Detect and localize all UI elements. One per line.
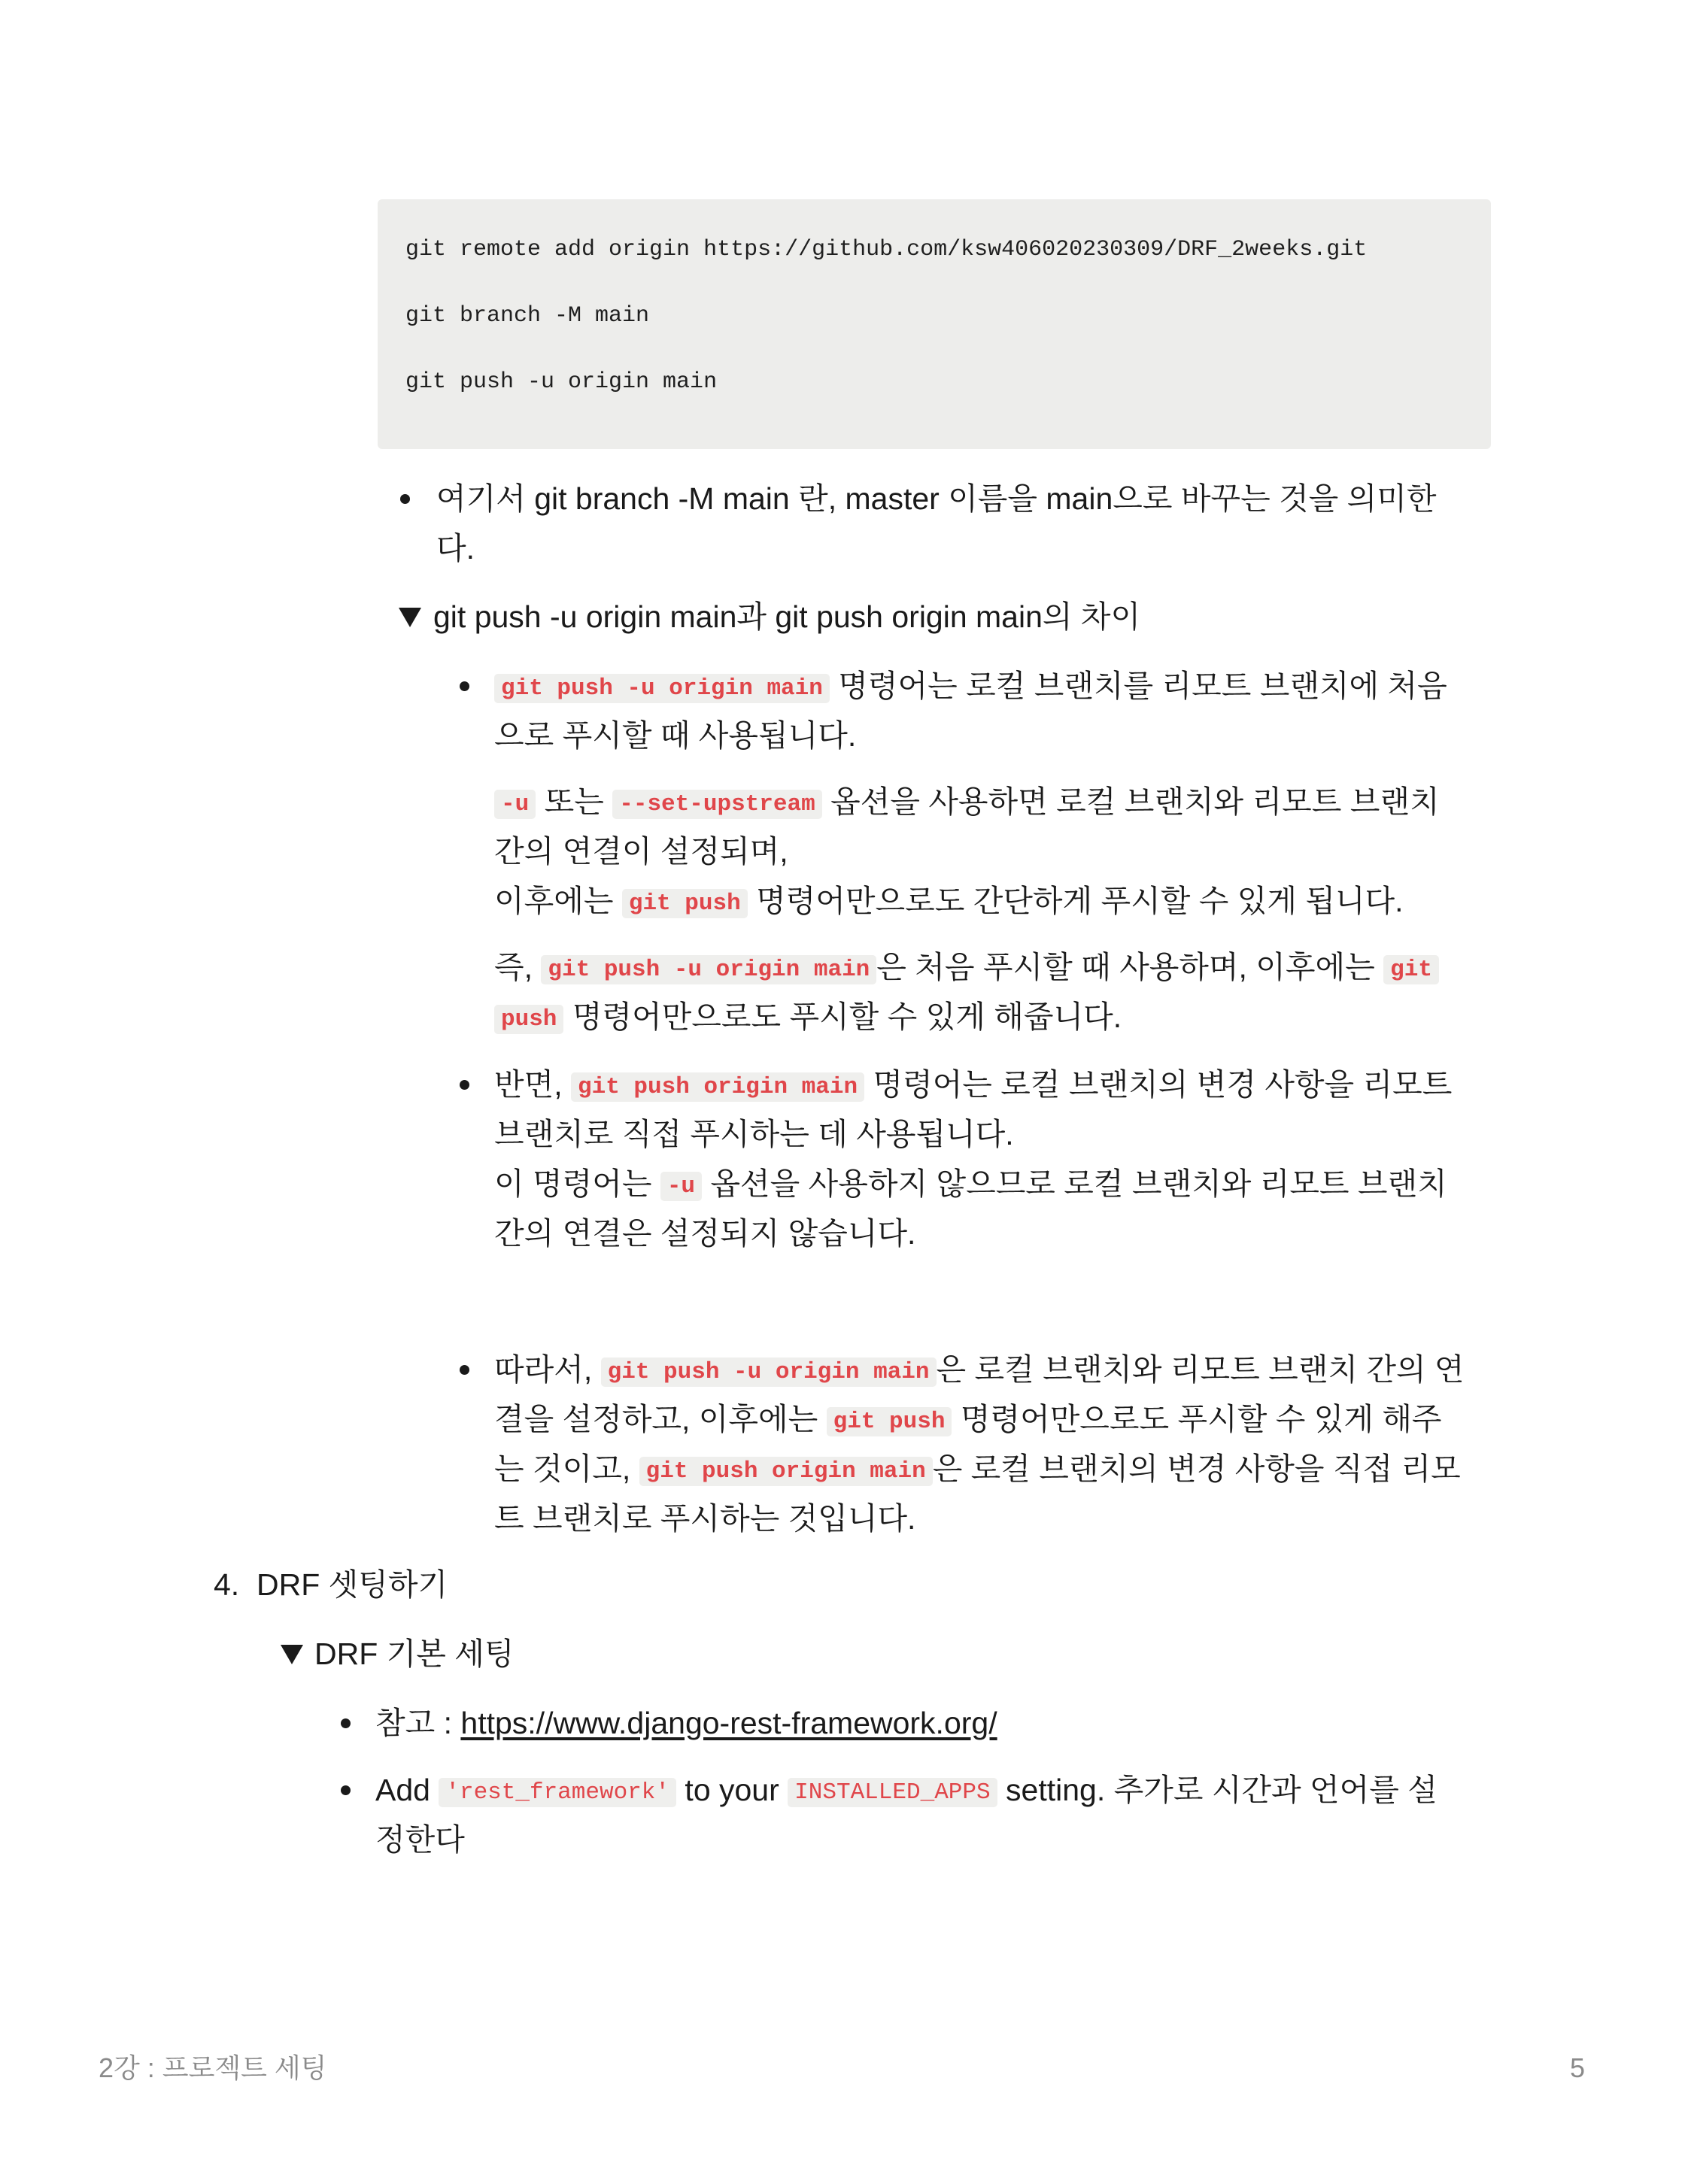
bullet-dot [460,1080,469,1090]
inline-code: git push -u origin main [601,1357,937,1387]
footer-title: 2강 : 프로젝트 세팅 [99,2052,327,2083]
list-item-text: 으로 푸시할 때 사용됩니다. [494,718,857,753]
inline-code: -u [660,1172,702,1201]
toggle-title[interactable]: git push -u origin main과 git push origin main의 차이 [433,599,1141,634]
code-line: git remote add origin https://github.com/ksw406020230309/DRF_2weeks.git [405,237,1368,262]
inline-code: git [1383,955,1439,984]
section-number: 4. [214,1567,240,1602]
bullet-dot [400,494,410,504]
inline-code: git push -u origin main [494,674,830,703]
list-item-text: 다. [436,531,475,566]
list-item-text: 결을 설정하고, 이후에는 git push 명령어만으로도 푸시할 수 있게 해주 [494,1402,1442,1436]
list-item-text: 는 것이고, git push origin main 은 로컬 브랜치의 변경 사항을 직접 리모 [494,1451,1461,1486]
section-title: DRF 셋팅하기 [257,1567,448,1602]
toggle-title[interactable]: DRF 기본 세팅 [314,1636,515,1671]
list-item-text: 브랜치로 직접 푸시하는 데 사용됩니다. [494,1117,1014,1151]
inline-code: git push [622,889,748,918]
page-number: 5 [1570,2052,1586,2083]
inline-code: git push [827,1407,952,1436]
inline-code: git push origin main [639,1457,933,1486]
inline-code: INSTALLED_APPS [788,1778,997,1807]
toggle-triangle-icon[interactable] [399,608,421,627]
bullet-dot [341,1785,351,1795]
list-item-text: 따라서, git push -u origin main 은 로컬 브랜치와 리모트 브랜치 간의 연 [494,1352,1465,1387]
paragraph-line: push 명령어만으로도 푸시할 수 있게 해줍니다. [494,992,1122,1045]
inline-code: 'rest_framework' [439,1778,676,1807]
list-item-text: 간의 연결은 설정되지 않습니다. [494,1216,916,1251]
inline-code: --set-upstream [612,790,821,819]
paragraph-line: -u 또는 --set-upstream 옵션을 사용하면 로컬 브랜치와 리모트 브랜치 [494,777,1440,830]
list-item-text: git push -u origin main 명령어는 로컬 브랜치를 리모트 브랜치에 처음 [494,661,1447,714]
list-item-text: 참고 : https://www.django-rest-framework.org/ [375,1706,997,1740]
list-item-text: Add 'rest_framework' to your INSTALLED_APPS setting. 추가로 시간과 언어를 설 [375,1773,1438,1807]
paragraph-line: 간의 연결이 설정되며, [494,834,788,869]
list-item-text: 정한다 [375,1822,465,1857]
inline-code: git push origin main [571,1072,864,1102]
bullet-dot [341,1718,351,1728]
inline-code: git push -u origin main [541,955,876,984]
list-item-text: 트 브랜치로 푸시하는 것입니다. [494,1501,916,1536]
reference-link[interactable]: https://www.django-rest-framework.org/ [460,1706,997,1740]
code-line: git push -u origin main [405,369,718,395]
paragraph-line: 즉, git push -u origin main 은 처음 푸시할 때 사용하며, 이후에는 git [494,942,1439,995]
bullet-dot [460,681,469,691]
code-block [378,199,1491,449]
inline-code: -u [494,790,536,819]
toggle-triangle-icon[interactable] [281,1645,303,1664]
inline-code: push [494,1005,563,1034]
paragraph-line: 이후에는 git push 명령어만으로도 간단하게 푸시할 수 있게 됩니다. [494,884,1404,918]
bullet-dot [460,1365,469,1375]
code-line: git branch -M main [405,303,650,329]
list-item-text: 반면, git push origin main 명령어는 로컬 브랜치의 변경 사항을 리모트 [494,1067,1453,1102]
list-item-text: 이 명령어는 -u 옵션을 사용하지 않으므로 로컬 브랜치와 리모트 브랜치 [494,1166,1447,1201]
list-item-text: 여기서 git branch -M main 란, master 이름을 main으로 바꾸는 것을 의미한 [436,481,1437,516]
